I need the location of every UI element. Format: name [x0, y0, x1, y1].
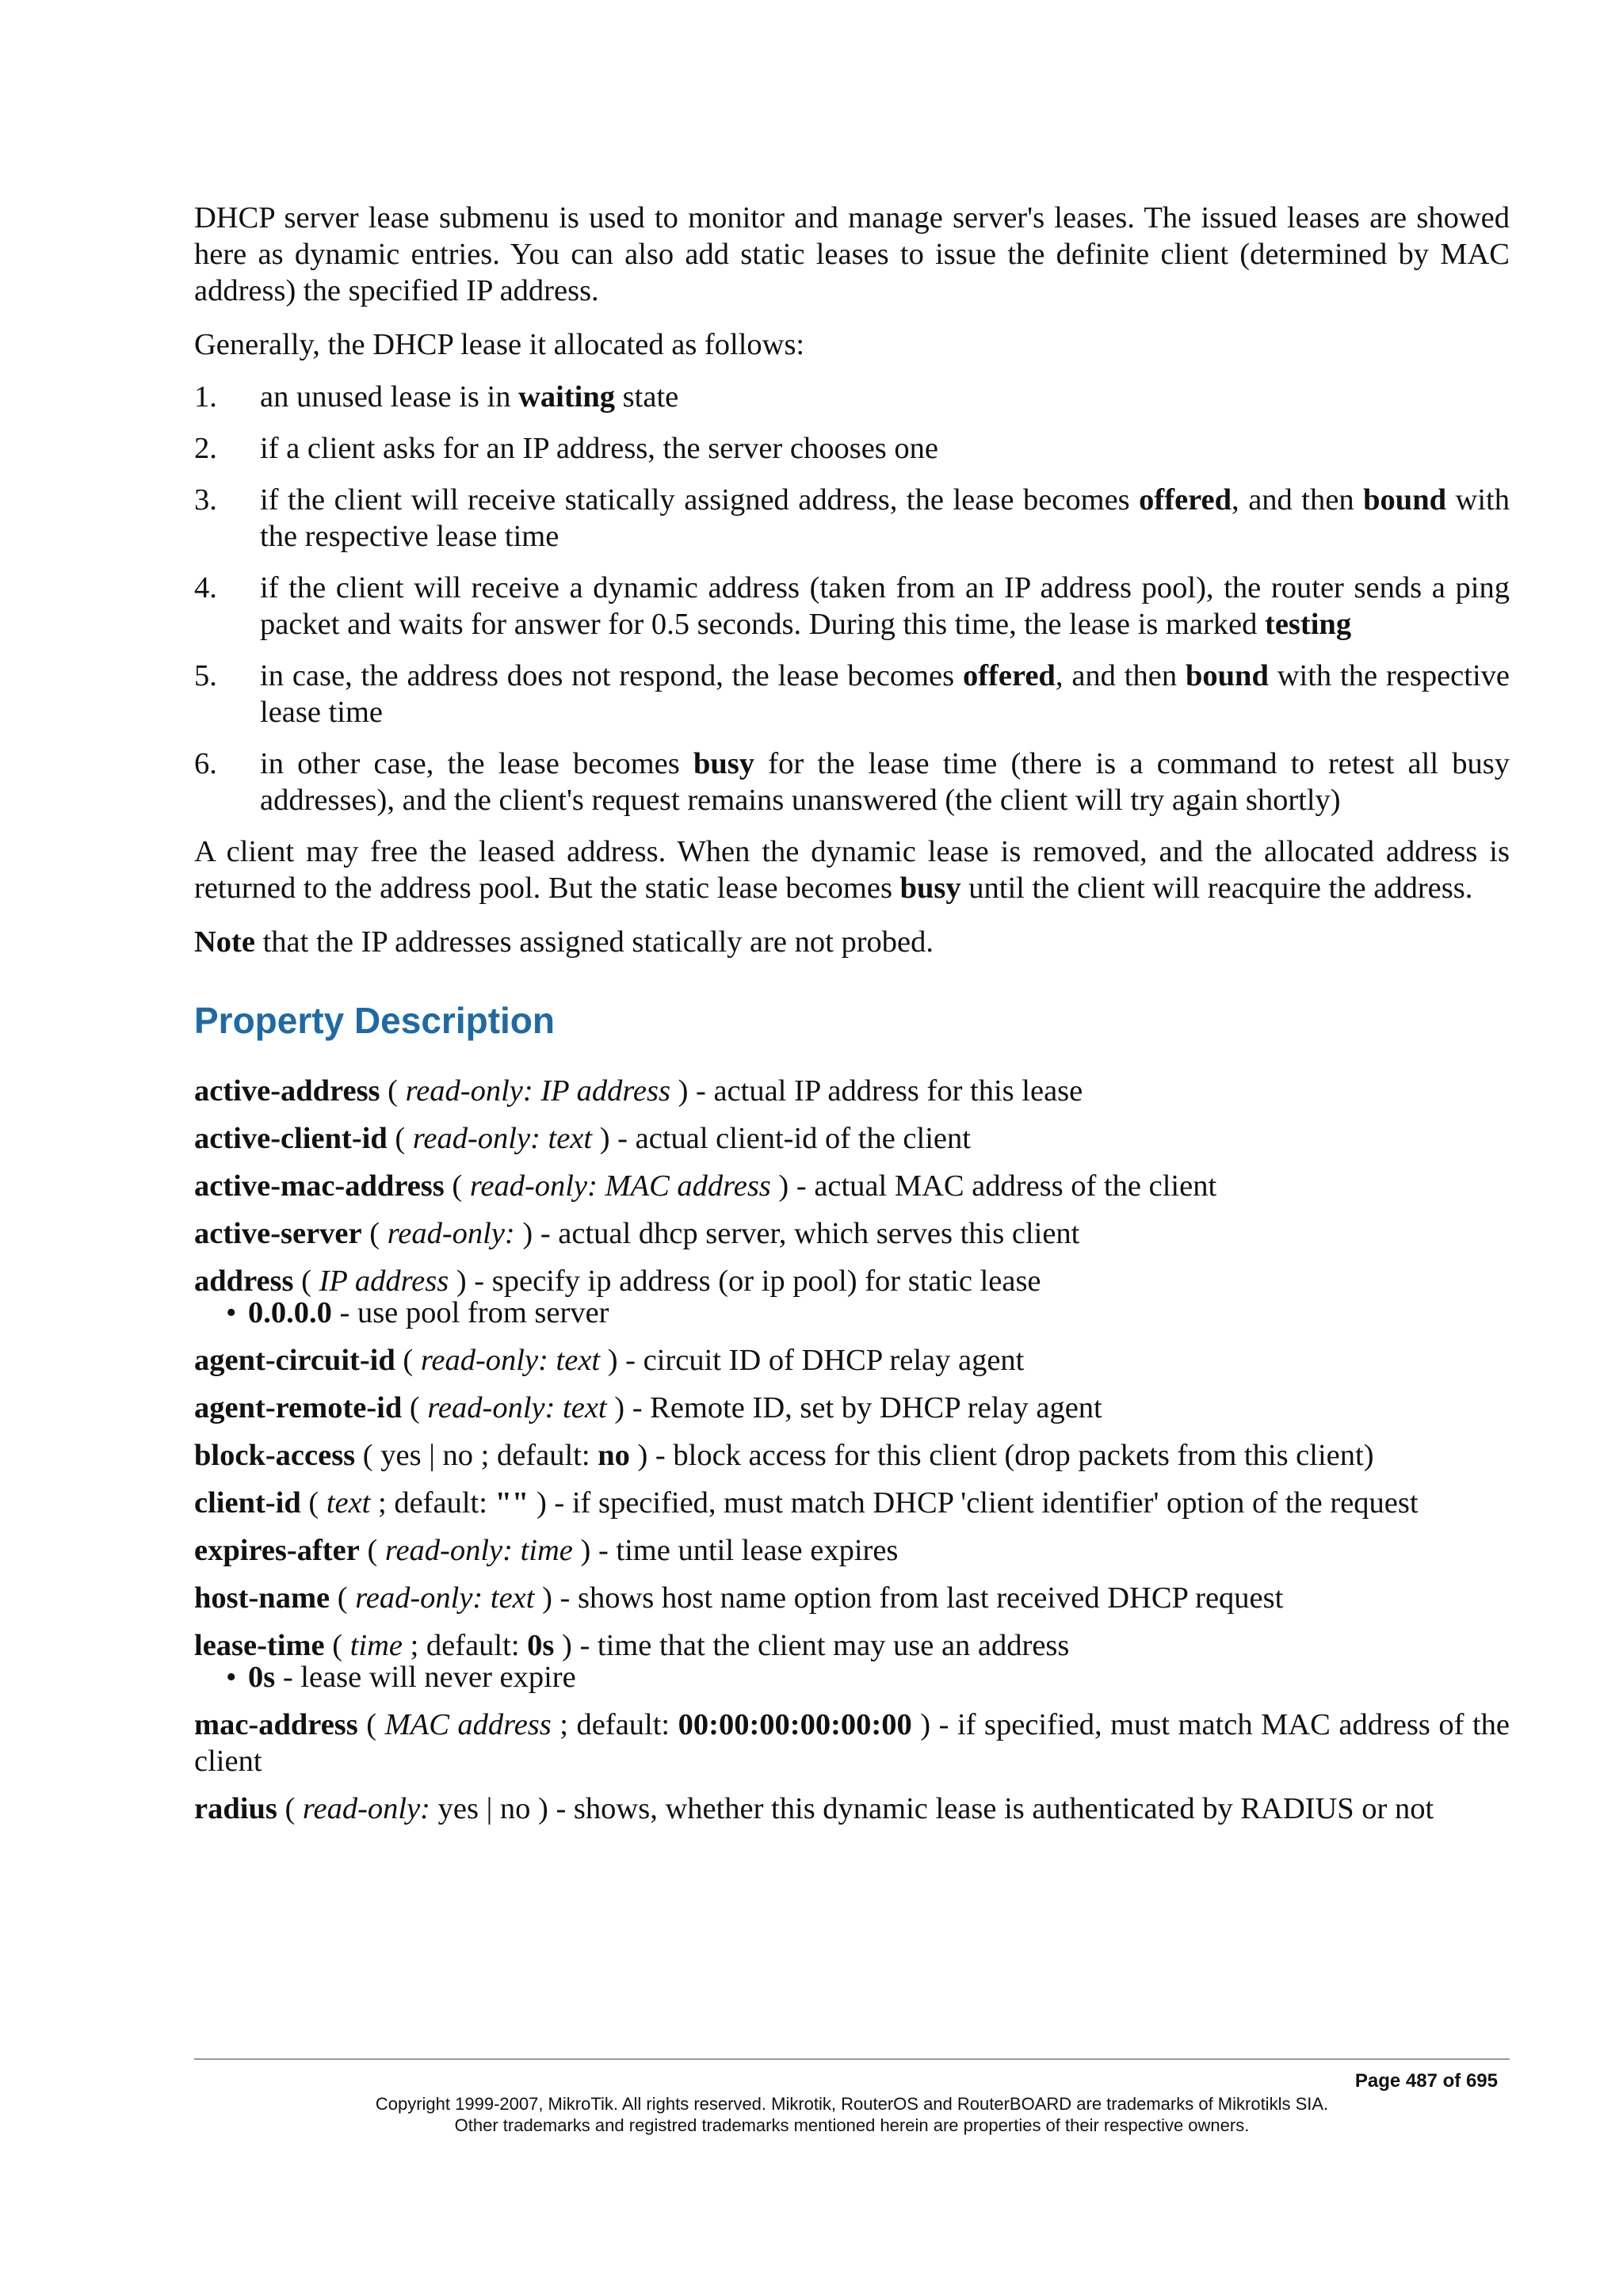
allocation-step [194, 482, 1510, 555]
step-bold-term: busy [693, 747, 755, 780]
bullet-text: - use pool from server [331, 1296, 609, 1329]
property-text: ( [357, 1708, 385, 1741]
property-type: read-only: text [355, 1581, 535, 1615]
step-bold-term: offered [1139, 483, 1232, 517]
step-text: if the client will receive a dynamic address (taken from an IP address pool), the router sends a ping packet and waits for answer for 0.5 seconds. During this time, the lease is marked [260, 571, 1510, 641]
step-bold-term: bound [1185, 659, 1269, 692]
property-type: read-only: text [427, 1391, 607, 1425]
property-text: ) - if specified, must match MAC address of the client [194, 1708, 1510, 1778]
step-text: for the lease time (there is a command to retest all busy addresses), and the client's request remains unanswered (the client will try again shortly) [260, 747, 1510, 817]
property-description [194, 1342, 1510, 1379]
allocation-step [194, 379, 1510, 415]
step-text: in case, the address does not respond, the lease becomes [260, 659, 963, 692]
step-bold-term: offered [962, 659, 1056, 692]
property-text: ) - shows host name option from last received DHCP request [534, 1581, 1284, 1615]
property-item [194, 1707, 1510, 1779]
step-number: 4. [194, 571, 217, 605]
property-text: ) - circuit ID of DHCP relay agent [600, 1344, 1025, 1377]
property-text: ( yes | no ; default: [355, 1439, 598, 1472]
property-description [194, 1707, 1510, 1779]
copyright-line-2: Other trademarks and registred trademarks mentioned herein are properties of their respective owners. [454, 2115, 1250, 2135]
property-description [194, 1390, 1510, 1426]
property-description [194, 1120, 1510, 1157]
property-bold-term: active-client-id [194, 1122, 388, 1155]
allocation-lead-paragraph: Generally, the DHCP lease it allocated as follows: [194, 328, 805, 361]
property-bold-term: expires-after [194, 1534, 360, 1567]
free-address-paragraph-bold-term: busy [899, 871, 961, 905]
section-heading: Property Description [194, 1000, 555, 1041]
page-footer [194, 2058, 1510, 2136]
property-list [194, 1073, 1510, 1827]
property-bold-term: "" [495, 1486, 529, 1520]
property-type: read-only: [387, 1217, 515, 1250]
allocation-step [194, 430, 1510, 467]
page-number: Page 487 of 695 [1354, 2070, 1498, 2092]
property-description [194, 1073, 1510, 1109]
step-number: 2. [194, 432, 217, 465]
property-bold-term: radius [194, 1792, 277, 1825]
property-bold-term: host-name [194, 1581, 330, 1615]
allocation-step [194, 658, 1510, 730]
bullet-icon: • [226, 1296, 237, 1329]
bullet-bold-term: 0.0.0.0 [248, 1296, 332, 1329]
property-text: ) - actual MAC address of the client [770, 1169, 1217, 1203]
free-address-paragraph [194, 833, 1510, 906]
step-bold-term: bound [1363, 483, 1447, 517]
bullet-text: - lease will never expire [275, 1661, 576, 1694]
allocation-step [194, 746, 1510, 818]
property-bold-term: 00:00:00:00:00:00 [678, 1708, 912, 1741]
property-text: ) - specify ip address (or ip pool) for static lease [449, 1264, 1041, 1298]
property-item [194, 1215, 1510, 1252]
step-bold-term: waiting [518, 380, 616, 414]
property-item [194, 1437, 1510, 1474]
property-text: ( [330, 1581, 356, 1615]
property-bold-term: address [194, 1264, 294, 1298]
bullet-bold-term: 0s [248, 1661, 276, 1694]
property-type: read-only: text [412, 1122, 593, 1155]
property-text: ) - if specified, must match DHCP 'client identifier' option of the request [529, 1486, 1419, 1520]
property-text: ( [293, 1264, 319, 1298]
property-item [194, 1120, 1510, 1157]
property-description [194, 1485, 1510, 1521]
step-text: in other case, the lease becomes [260, 747, 693, 780]
bullet-icon: • [226, 1661, 237, 1694]
property-bold-term: active-mac-address [194, 1169, 445, 1203]
step-text: state [615, 380, 679, 414]
property-item [194, 1342, 1510, 1379]
property-type: MAC address [384, 1708, 552, 1741]
property-bold-term: agent-circuit-id [194, 1344, 395, 1377]
property-text: ) - actual dhcp server, which serves this client [514, 1217, 1080, 1250]
property-text: ( [324, 1629, 350, 1662]
property-bold-term: lease-time [194, 1629, 325, 1662]
property-text: ; default: [551, 1708, 678, 1741]
property-bold-term: block-access [194, 1439, 356, 1472]
property-bold-term: active-address [194, 1074, 380, 1108]
property-text: ( [444, 1169, 470, 1203]
note-paragraph-bold-term: Note [194, 925, 255, 959]
step-text: , and then [1055, 659, 1186, 692]
property-bold-term: mac-address [194, 1708, 358, 1741]
step-number: 5. [194, 659, 217, 692]
step-text: if the client will receive statically assigned address, the lease becomes [260, 483, 1140, 517]
property-text: ( [380, 1074, 406, 1108]
property-type: time [349, 1629, 403, 1662]
property-item [194, 1627, 1510, 1695]
property-text: ( [402, 1391, 428, 1425]
free-address-paragraph-text: A client may free the leased address. When the dynamic lease is removed, and the allocated address is returned to the address pool. But the static lease becomes [194, 835, 1510, 905]
property-text: ( [361, 1217, 388, 1250]
property-item [194, 1580, 1510, 1616]
property-text: ; default: [370, 1486, 495, 1520]
property-text: ) - actual IP address for this lease [670, 1074, 1083, 1108]
allocation-steps-list [194, 379, 1510, 818]
step-text: with the respective lease time [260, 659, 1510, 729]
property-type: text [326, 1486, 371, 1520]
property-text: ( [300, 1486, 327, 1520]
property-text: ( [359, 1534, 385, 1567]
property-type: IP address [319, 1264, 449, 1298]
property-text: yes | no ) - shows, whether this dynamic lease is authenticated by RADIUS or not [430, 1792, 1434, 1825]
property-text: ) - actual client-id of the client [592, 1122, 971, 1155]
property-type: read-only: time [384, 1534, 573, 1567]
property-item [194, 1168, 1510, 1204]
property-description [194, 1791, 1510, 1827]
property-type: read-only: IP address [405, 1074, 670, 1108]
allocation-step [194, 570, 1510, 643]
step-text: if a client asks for an IP address, the server chooses one [260, 432, 938, 465]
property-type: read-only: [302, 1792, 430, 1825]
note-paragraph [194, 924, 1510, 960]
property-text: ) - time until lease expires [572, 1534, 899, 1567]
property-value-bullet [194, 1659, 1510, 1695]
step-text: with the respective lease time [260, 483, 1510, 553]
property-item [194, 1263, 1510, 1331]
property-item [194, 1791, 1510, 1827]
step-text: , and then [1232, 483, 1364, 517]
property-text: ( [277, 1792, 303, 1825]
property-description [194, 1168, 1510, 1204]
copyright-line-1: Copyright 1999-2007, MikroTik. All rights reserved. Mikrotik, RouterOS and RouterBOARD are trademarks of Mikrotikls SIA. [375, 2094, 1329, 2114]
note-paragraph-text: that the IP addresses assigned statically are not probed. [254, 925, 934, 959]
property-description [194, 1580, 1510, 1616]
property-bold-term: 0s [527, 1629, 555, 1662]
step-text: an unused lease is in [260, 380, 519, 414]
property-text: ) - block access for this client (drop packets from this client) [629, 1439, 1374, 1472]
property-description [194, 1215, 1510, 1252]
property-bold-term: active-server [194, 1217, 362, 1250]
property-item [194, 1073, 1510, 1109]
property-value-bullet [194, 1295, 1510, 1331]
intro-paragraph: DHCP server lease submenu is used to monitor and manage server's leases. The issued leases are showed here as dynamic entries. You can also add static leases to issue the definite client (determined by MAC address) the specified IP address. [194, 201, 1510, 307]
property-bold-term: no [598, 1439, 630, 1472]
property-type: read-only: MAC address [469, 1169, 771, 1203]
property-item [194, 1485, 1510, 1521]
property-description [194, 1532, 1510, 1569]
property-item [194, 1390, 1510, 1426]
page-content [194, 200, 1510, 1838]
step-number: 6. [194, 747, 217, 780]
property-bold-term: agent-remote-id [194, 1391, 403, 1425]
free-address-paragraph-text: until the client will reacquire the address. [960, 871, 1473, 905]
property-bold-term: client-id [194, 1486, 301, 1520]
step-number: 3. [194, 483, 217, 517]
property-text: ; default: [402, 1629, 528, 1662]
property-description [194, 1437, 1510, 1474]
property-text: ) - Remote ID, set by DHCP relay agent [606, 1391, 1102, 1425]
step-bold-term: testing [1265, 608, 1352, 641]
property-text: ( [387, 1122, 413, 1155]
property-type: read-only: text [420, 1344, 601, 1377]
property-text: ) - time that the client may use an address [554, 1629, 1070, 1662]
property-text: ( [395, 1344, 421, 1377]
step-number: 1. [194, 380, 217, 414]
property-item [194, 1532, 1510, 1569]
